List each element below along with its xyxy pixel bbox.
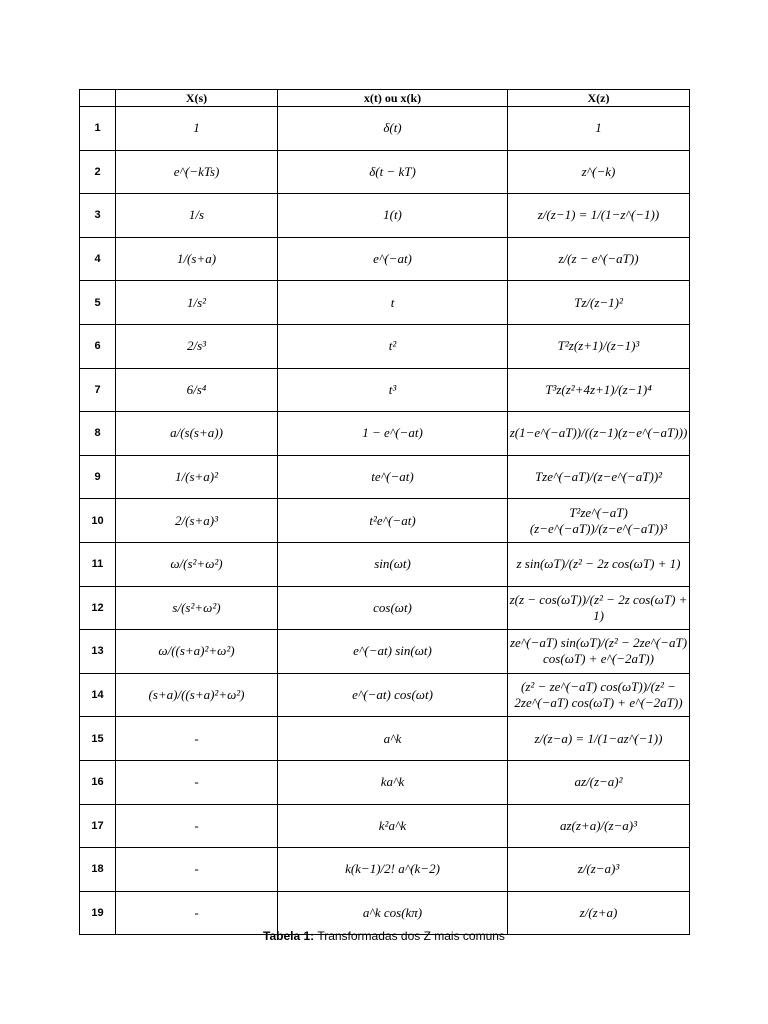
cell-xz: az(z+a)/(z−a)³ (508, 804, 690, 848)
cell-xz: z/(z+a) (508, 891, 690, 935)
cell-xs: e^(−kTs) (116, 150, 278, 194)
cell-xt: sin(ωt) (278, 542, 508, 586)
cell-xz: z(1−e^(−aT))/((z−1)(z−e^(−aT))) (508, 412, 690, 456)
cell-xs: - (116, 891, 278, 935)
cell-xt: t³ (278, 368, 508, 412)
table-row (80, 848, 690, 892)
cell-xz: T³z(z²+4z+1)/(z−1)⁴ (508, 368, 690, 412)
cell-xs: - (116, 848, 278, 892)
cell-xt: a^k cos(kπ) (278, 891, 508, 935)
table-row (80, 717, 690, 761)
table-row (80, 586, 690, 630)
cell-xs: - (116, 717, 278, 761)
header-xz: X(z) (508, 90, 690, 107)
cell-xs: ω/((s+a)²+ω²) (116, 630, 278, 674)
cell-xs: 6/s⁴ (116, 368, 278, 412)
cell-xt: e^(−at) sin(ωt) (278, 630, 508, 674)
row-number: 16 (80, 760, 116, 804)
table-row (80, 630, 690, 674)
cell-xt: t²e^(−at) (278, 499, 508, 543)
cell-xs: a/(s(s+a)) (116, 412, 278, 456)
row-number: 1 (80, 107, 116, 151)
cell-xs: ω/(s²+ω²) (116, 542, 278, 586)
cell-xz: Tze^(−aT)/(z−e^(−aT))² (508, 455, 690, 499)
cell-xt: δ(t − kT) (278, 150, 508, 194)
table-row (80, 368, 690, 412)
row-number: 5 (80, 281, 116, 325)
header-index (80, 90, 116, 107)
header-row (80, 90, 690, 107)
row-number: 17 (80, 804, 116, 848)
row-number: 15 (80, 717, 116, 761)
table-row (80, 760, 690, 804)
table-row (80, 237, 690, 281)
cell-xs: 1/(s+a) (116, 237, 278, 281)
table-row (80, 194, 690, 238)
cell-xz: z^(−k) (508, 150, 690, 194)
row-number: 8 (80, 412, 116, 456)
z-transform-table (79, 89, 690, 935)
row-number: 19 (80, 891, 116, 935)
cell-xz: T²ze^(−aT)(z−e^(−aT))/(z−e^(−aT))³ (508, 499, 690, 543)
table-row (80, 804, 690, 848)
cell-xs: 1/s (116, 194, 278, 238)
cell-xt: a^k (278, 717, 508, 761)
row-number: 11 (80, 542, 116, 586)
cell-xt: 1 − e^(−at) (278, 412, 508, 456)
cell-xt: k(k−1)/2! a^(k−2) (278, 848, 508, 892)
table-row (80, 412, 690, 456)
cell-xz: z/(z − e^(−aT)) (508, 237, 690, 281)
cell-xt: t² (278, 324, 508, 368)
table-caption (0, 929, 768, 943)
cell-xz: 1 (508, 107, 690, 151)
row-number: 12 (80, 586, 116, 630)
table-row (80, 673, 690, 717)
row-number: 3 (80, 194, 116, 238)
table-row (80, 150, 690, 194)
table-row (80, 281, 690, 325)
cell-xz: T²z(z+1)/(z−1)³ (508, 324, 690, 368)
table-row (80, 455, 690, 499)
row-number: 13 (80, 630, 116, 674)
cell-xt: t (278, 281, 508, 325)
row-number: 6 (80, 324, 116, 368)
cell-xs: 2/s³ (116, 324, 278, 368)
table-row (80, 542, 690, 586)
row-number: 14 (80, 673, 116, 717)
header-xt: x(t) ou x(k) (278, 90, 508, 107)
row-number: 4 (80, 237, 116, 281)
cell-xz: z(z − cos(ωT))/(z² − 2z cos(ωT) + 1) (508, 586, 690, 630)
cell-xt: ka^k (278, 760, 508, 804)
cell-xz: az/(z−a)² (508, 760, 690, 804)
cell-xs: 1/(s+a)² (116, 455, 278, 499)
caption-label: Tabela 1: (263, 929, 315, 943)
cell-xz: z/(z−1) = 1/(1−z^(−1)) (508, 194, 690, 238)
cell-xs: 1 (116, 107, 278, 151)
cell-xz: z sin(ωT)/(z² − 2z cos(ωT) + 1) (508, 542, 690, 586)
cell-xt: k²a^k (278, 804, 508, 848)
table-row (80, 324, 690, 368)
cell-xs: 2/(s+a)³ (116, 499, 278, 543)
cell-xt: δ(t) (278, 107, 508, 151)
cell-xz: (z² − ze^(−aT) cos(ωT))/(z² − 2ze^(−aT) cos(ωT) + e^(−2aT)) (508, 673, 690, 717)
caption-text: Transformadas dos Z mais comuns (317, 929, 505, 943)
header-xs: X(s) (116, 90, 278, 107)
cell-xs: - (116, 760, 278, 804)
row-number: 2 (80, 150, 116, 194)
row-number: 10 (80, 499, 116, 543)
cell-xz: z/(z−a)³ (508, 848, 690, 892)
row-number: 18 (80, 848, 116, 892)
cell-xs: 1/s² (116, 281, 278, 325)
cell-xt: e^(−at) (278, 237, 508, 281)
cell-xt: e^(−at) cos(ωt) (278, 673, 508, 717)
cell-xs: (s+a)/((s+a)²+ω²) (116, 673, 278, 717)
table-row (80, 107, 690, 151)
cell-xt: te^(−at) (278, 455, 508, 499)
row-number: 9 (80, 455, 116, 499)
cell-xz: z/(z−a) = 1/(1−az^(−1)) (508, 717, 690, 761)
row-number: 7 (80, 368, 116, 412)
cell-xs: s/(s²+ω²) (116, 586, 278, 630)
table-row (80, 499, 690, 543)
cell-xt: 1(t) (278, 194, 508, 238)
cell-xt: cos(ωt) (278, 586, 508, 630)
cell-xz: ze^(−aT) sin(ωT)/(z² − 2ze^(−aT) cos(ωT) + e^(−2aT)) (508, 630, 690, 674)
cell-xs: - (116, 804, 278, 848)
cell-xz: Tz/(z−1)² (508, 281, 690, 325)
